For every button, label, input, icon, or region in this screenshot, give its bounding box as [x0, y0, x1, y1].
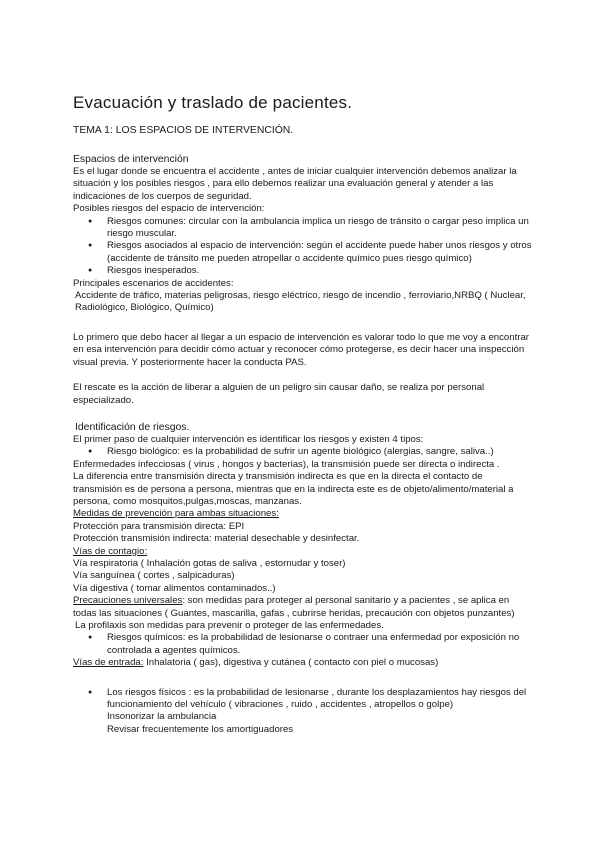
enfermedades-text: Enfermedades infecciosas ( virus , hongos y bacterias), la transmisión puede ser directa o indirecta . — [73, 458, 500, 470]
section-heading-espacios: Espacios de intervención — [73, 154, 189, 165]
biologico-list — [73, 446, 533, 458]
vias-contagio-label: Vías de contagio: — [73, 545, 148, 557]
fisicos-list — [73, 687, 533, 712]
list-item: ● Riesgos inesperados. — [73, 265, 533, 277]
paragraph-inspeccion: Lo primero que debo hacer al llegar a un espacio de intervención es valorar todo lo que me voy a encontrar en esa intervención para decidir cómo actuar y reconocer cómo protegerse, es decir hacer una inspección visual previa. Y posteriormente hacer la conducta PAS. — [73, 331, 529, 368]
list-item: ● Riesgos comunes: circular con la ambulancia implica un riesgo de tránsito o cargar peso implica un riesgo muscular. — [73, 216, 533, 241]
riesgos-list — [73, 216, 533, 278]
diferencia-text: La diferencia entre transmisión directa y transmisión indirecta es que en la directa el contacto de transmisión es de persona a persona, mientras que en la indirecta este es de objeto/alimento/material a persona, como mosquitos,pulgas,moscas, manzanas. — [73, 471, 514, 507]
paragraph-rescate: El rescate es la acción de liberar a alguien de un peligro sin causar daño, se realiza por personal especializado. — [73, 382, 485, 406]
section-heading-identificacion: Identificación de riesgos. — [75, 421, 190, 433]
escenarios-label: Principales escenarios de accidentes: — [73, 277, 234, 289]
list-item: ● Los riesgos físicos : es la probabilidad de lesionarse , durante los desplazamientos hay riesgos del funcionamiento del vehículo ( vibraciones , ruido , accidentes , atropellos o golpe) — [73, 687, 533, 712]
proteccion-directa: Protección para transmisión directa: EPI — [73, 520, 245, 532]
document-title: Evacuación y traslado de pacientes. — [73, 93, 353, 112]
proteccion-indirecta: Protección transmisión indirecta: material desechable y desinfectar. — [73, 533, 360, 545]
precauciones-paragraph — [73, 595, 533, 620]
espacios-intro: Es el lugar donde se encuentra el accidente , antes de iniciar cualquier intervención debemos analizar la situación y los posibles riesgos , para ello debemos realizar una evaluación general y atender a las indicaciones de los cuerpos de seguridad. — [73, 166, 517, 202]
posibles-riesgos-label: Posibles riesgos del espacio de intervención: — [73, 203, 265, 215]
via-item: Vía respiratoria ( Inhalación gotas de saliva , estornudar y toser) — [73, 557, 346, 569]
profilaxis-text: La profilaxis son medidas para prevenir o proteger de las enfermedades. — [75, 620, 384, 631]
precauciones-label: Precauciones universales — [73, 595, 183, 607]
fisicos-extra-item: Insonorizar la ambulancia — [107, 711, 217, 723]
vias-entrada-text: Inhalatoria ( gas), digestiva y cutánea ( contacto con piel o mucosas) — [143, 657, 439, 669]
list-item: ● Riesgo biológico: es la probabilidad de sufrir un agente biológico (alergias, sangre, saliva..) — [73, 446, 533, 458]
document-page — [73, 92, 533, 736]
quimicos-list — [73, 632, 533, 657]
identificacion-intro: El primer paso de cualquier intervención es identificar los riesgos y existen 4 tipos: — [73, 433, 424, 445]
vias-entrada-paragraph — [73, 657, 533, 669]
list-item: ● Riesgos asociados al espacio de intervención: según el accidente puede haber unos riesgos y otros (accidente de tránsito me pueden atropellar o accidente químico pues riesgo químico) — [73, 240, 533, 265]
list-item: ● Riesgos químicos: es la probabilidad de lesionarse o contraer una enfermedad por exposición no controlada a agentes químicos. — [73, 632, 533, 657]
vias-entrada-label: Vías de entrada: — [73, 657, 144, 669]
topic-heading: TEMA 1: LOS ESPACIOS DE INTERVENCIÓN. — [73, 125, 294, 136]
via-item: Vía sanguínea ( cortes , salpicaduras) — [73, 570, 235, 582]
precauciones-text: : son medidas para proteger al personal sanitario y a pacientes , se aplica en todas las situaciones ( Guantes, mascarilla, gafas , cubrirse heridas, precaución con objetos punzantes) — [73, 595, 515, 619]
medidas-label: Medidas de prevención para ambas situaciones: — [73, 508, 279, 520]
via-item: Vía digestiva ( tomar alimentos contaminados..) — [73, 582, 276, 594]
escenarios-text: Accidente de tráfico, materias peligrosas, riesgo eléctrico, riesgo de incendio , ferroviario,NRBQ ( Nuclear, Radiológico, Biológico, Químico) — [75, 290, 526, 314]
fisicos-extra-item: Revisar frecuentemente los amortiguadores — [107, 723, 294, 735]
